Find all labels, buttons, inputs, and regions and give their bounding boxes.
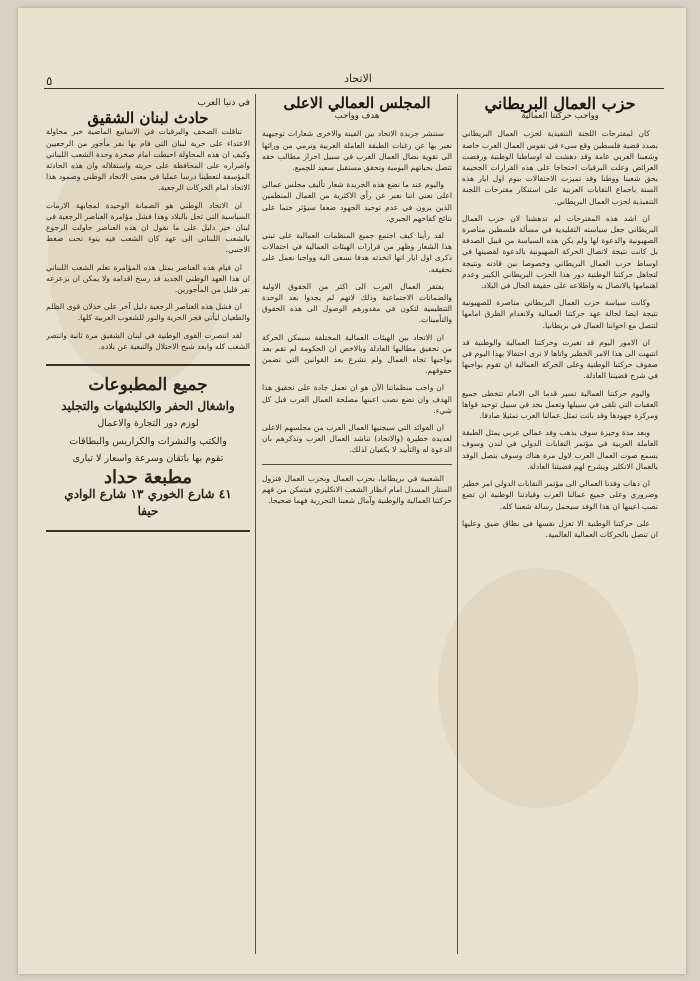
paragraph: ستنشر جريدة الاتحاد بين الفينة والاخرى شعارات توجيهية نعبر بها عن رغبات الطبقة العاملة العربية ونرمي من ورائها الى تقوية نضال العمال العرب في سبيل احراز مطالب حقه تتصل بحياتهم اليومية وتحقق مستقبل سعيد للجميع. [262, 129, 452, 173]
paragraph: ان فشل هذه العناصر الرجعية دليل آخر على خذلان قوى الظلم والطغيان ليأتي فجر الحرية والنور للشعوب العربية كلها. [46, 302, 250, 323]
paragraph: ان قيام هذه العناصر بمثل هذه المؤامرة تعلم الشعب اللبناني ان هذا العهد الوطني الجديد قد رسخ اقدامه ولا يمكن ان يزعزعه نفر قليل من المأجورين. [46, 262, 250, 295]
section-rule [262, 464, 452, 465]
advert-line: لوزم دور التجارة والاعمال [97, 418, 199, 430]
masthead: الاتحاد [344, 72, 372, 85]
paragraph: ان الاتحاد الوطني هو الضمانة الوحيدة لمجابهة الازمات السياسية التي تحل بالبلاد وهذا فشل مؤامرة العناصر الرجعية في لبنان خير دليل على ما نقول ان هذه العناصر حاولت الرجوع بالشعب اللبناني الى عهد كان الشعب فيه ينوء تحت ضغط الاجنبي. [46, 200, 250, 255]
paragraph: الشعبية في بريطانيا، بحزب العمال وبحزب العمال فتزول الستار المسدل امام انظار الشعب الانكليزي فيتمكن من فهم حركتنا العمالية والوطنية وآمال شعبنا التحررية فهما صحيحا. [262, 473, 452, 506]
section-kicker: في دنيا العرب [197, 98, 250, 108]
paragraph: ان الامور اليوم قد تغيرت وحركتنا العمالية والوطنية قد انتبهت الى هذا الامر الخطير واتاها لا نرى احتفالا بهذا اليوم في صفوف حركتنا الوطنية وعلى الحركة العمالية ان تقوم بواجبها في شرح قضيتنا العادلة. [462, 337, 658, 381]
paragraph: لقد رأينا كيف اجتمع جميع المنظمات العمالية على تبني هذا الشعار وظهر من قرارات الهيئات العمالية في احتفالات ذكرى اول ايار انها اتخذته هدفا نسعى اليه وواجبا نعمل على تحقيقه. [262, 231, 452, 274]
paragraph: واليوم عند ما نضع هذه الجريدة شعار تأليف مجلس عمالي اعلى نعني اننا نعبر عن رأي الاكثرية من العمال المنظمين الذين يرون في عدم توحيد الجهود ضعفا سيؤثر حتما على نتائج كفاحهم الجبري. [262, 180, 452, 223]
article-title: المجلس العمالي الاعلى [283, 94, 431, 112]
advert-heading: جميع المطبوعات [88, 375, 208, 396]
article-subtitle: هدف وواجب [334, 111, 380, 122]
paragraph: وبعد مدة وجيزة سوف يذهب وفد عمالي عربي يمثل الطبقة العاملة العربية في مؤتمر النقابات الدولي في لندن وسوف يسمع صوت العمال العرب لاول مرة هناك وسوف يتصل الوفد بالعمال الانكليز ويشرح لهم قضيتنا العادلة. [462, 428, 658, 471]
column-divider [255, 94, 256, 954]
paragraph: يفتقر العمال العرب الى اكثر من الحقوق الاولية والضمانات الاجتماعية وذلك لانهم لم يجدوا بعد الوحدة التنظيمية لتكون في مقدورهم الوصول الى هذه الحقوق والتأمينات. [262, 281, 452, 325]
page-number: ٥ [46, 74, 53, 88]
paragraph: وكانت سياسة حزب العمال البريطاني مناصرة للصهيونية نتيجة ايضا لحالة عهد حركتنا العمالية ولانعدام الطرق امامها لتتصل مع اخواننا العمال في بريطانيا. [462, 298, 658, 330]
advert-line: واشغال الحفر والكليشهات والتجليد [61, 399, 235, 414]
paragraph: ان الاتحاد بين الهيئات العمالية المختلفة سيمكن الحركة من تحقيق مطالبها العادلة وبالاخص ان الحكومة لم تقم بعد بواجبها تجاه العمال ولم تشرع بعد القوانين التي تضمن حقوقهم. [262, 332, 452, 376]
paragraph: ان ذهاب وفدنا العمالي الى مؤتمر النقابات الدولي امر خطير وضروري وعلى جميع عمالنا العرب وقيادتنا الوطنية ان تضع نصب اعينها ان هذا الوفد سيحمل رسالة شعبنا كله. [462, 479, 658, 511]
paragraph: ان اشد هذه المقترحات لم تدهشنا لان حزب العمال البريطاني جعل سياسته التقليدية في مسألة فلسطين مناصرة الصهيونية والدعوة لها ولم يكن هذه السياسة من قبيل الصدفة بل كانت نتيجة لاتصال الحركة الصهيونية بالدعوة لقضيتها في اوساط حزب العمال البريطاني وخصوصا بين قادته ونتيجة لتجاهل حركتنا الوطنية دور هذا الحزب البريطاني الكبير وعدم اهتمامها بالاتصال به واطلاعه على حقيقة الحال في البلاد. [462, 213, 658, 291]
paragraph: كان لمقترحات اللجنة التنفيذية لحزب العمال البريطاني بصدد قضية فلسطين وقع سيء في نفوس العمال العرب خاصة وشعبنا العربي عامة وقد دهشت له اوساطنا الوطنية ورفضت العرائض وعلت البرقيات احتجاجا على هذه القرارات الجحيمة بحق شعبنا ووطنا وقد تميزت الاحتفالات بيوم اول ايار هذه السنة باجماع النقابات العربية على استنكار مقترحات اللجنة التنفيذية لحزب العمال البريطاني. [462, 129, 658, 206]
header-rule [44, 88, 664, 89]
paragraph: ان واجب منظماتنا الآن هو ان تعمل جادة على تحقيق هذا الهدف وان تضع نصب اعينها مصلحة العمال العرب قبل كل شيء. [262, 383, 452, 415]
article-title: حزب العمال البريطاني [484, 94, 636, 113]
paragraph: لقد انتصرت القوى الوطنية في لبنان الشقيق مرة ثانية وانتصر الشعب كله وابعد شبح الاحتلال والتبعية عن بلاده. [46, 330, 250, 351]
advert-line: تقوم بها باتقان وسرعة واسعار لا تبارى [72, 452, 224, 464]
paragraph: واليوم حركتنا العمالية تسير قدما الى الامام تتخطى جميع العقبات التي تلقى في سبيلها وتعمل بجد في سبيل توحيد قواها ومركزة جهودها وقد باتت تمثل عمالنا العرب تمثيلا صادقا. [462, 388, 658, 421]
column-right [462, 94, 658, 954]
advert-city: حيفا [137, 504, 159, 519]
paragraph: ان الفوائد التي سيجنيها العمال العرب من مجلسهم الاعلى لعديدة خطيرة (والاتحاد) تناشد العمال العرب وتذكرهم بان الدعوة له والتأييد لا يكفيان لذلك. [262, 423, 452, 455]
paragraph: على حركتنا الوطنية الا تعزل نفسها في نطاق ضيق وعليها ان تتصل بالحركات العمالية العالمية. [462, 518, 658, 539]
article-subtitle: وواجب حركتنا العمالية [521, 111, 599, 122]
column-left [46, 94, 250, 954]
advert-press-name: مطبعة حداد [103, 467, 193, 489]
paragraph: تناقلت الصحف والبرقيات في الاسابيع الماضية خبر محاولة الاعتداء على حرية لبنان التي قام بها نفر مأجور من الرجعيين وكيف ان هذه المحاولة احبطت امام صخرة وحدة الشعب اللبناني واصراره على المحافظة على حريته واستقلاله وان هذه الحادثة المؤسفة لتعطينا درسا عمليا في معنى الاتحاد الوطني وصمود هذا الاتحاد امام الحركات الرجعية. [46, 127, 250, 193]
printing-press-advert [46, 364, 250, 532]
column-divider [457, 94, 458, 954]
advert-line: والكتب والنشرات والكراريس والبطاقات [69, 435, 227, 447]
article-title: حادث لبنان الشقيق [87, 109, 209, 128]
column-middle [262, 94, 452, 954]
advert-address: ٤١ شارع الخوري ١٣ شارع الوادي [64, 487, 232, 502]
